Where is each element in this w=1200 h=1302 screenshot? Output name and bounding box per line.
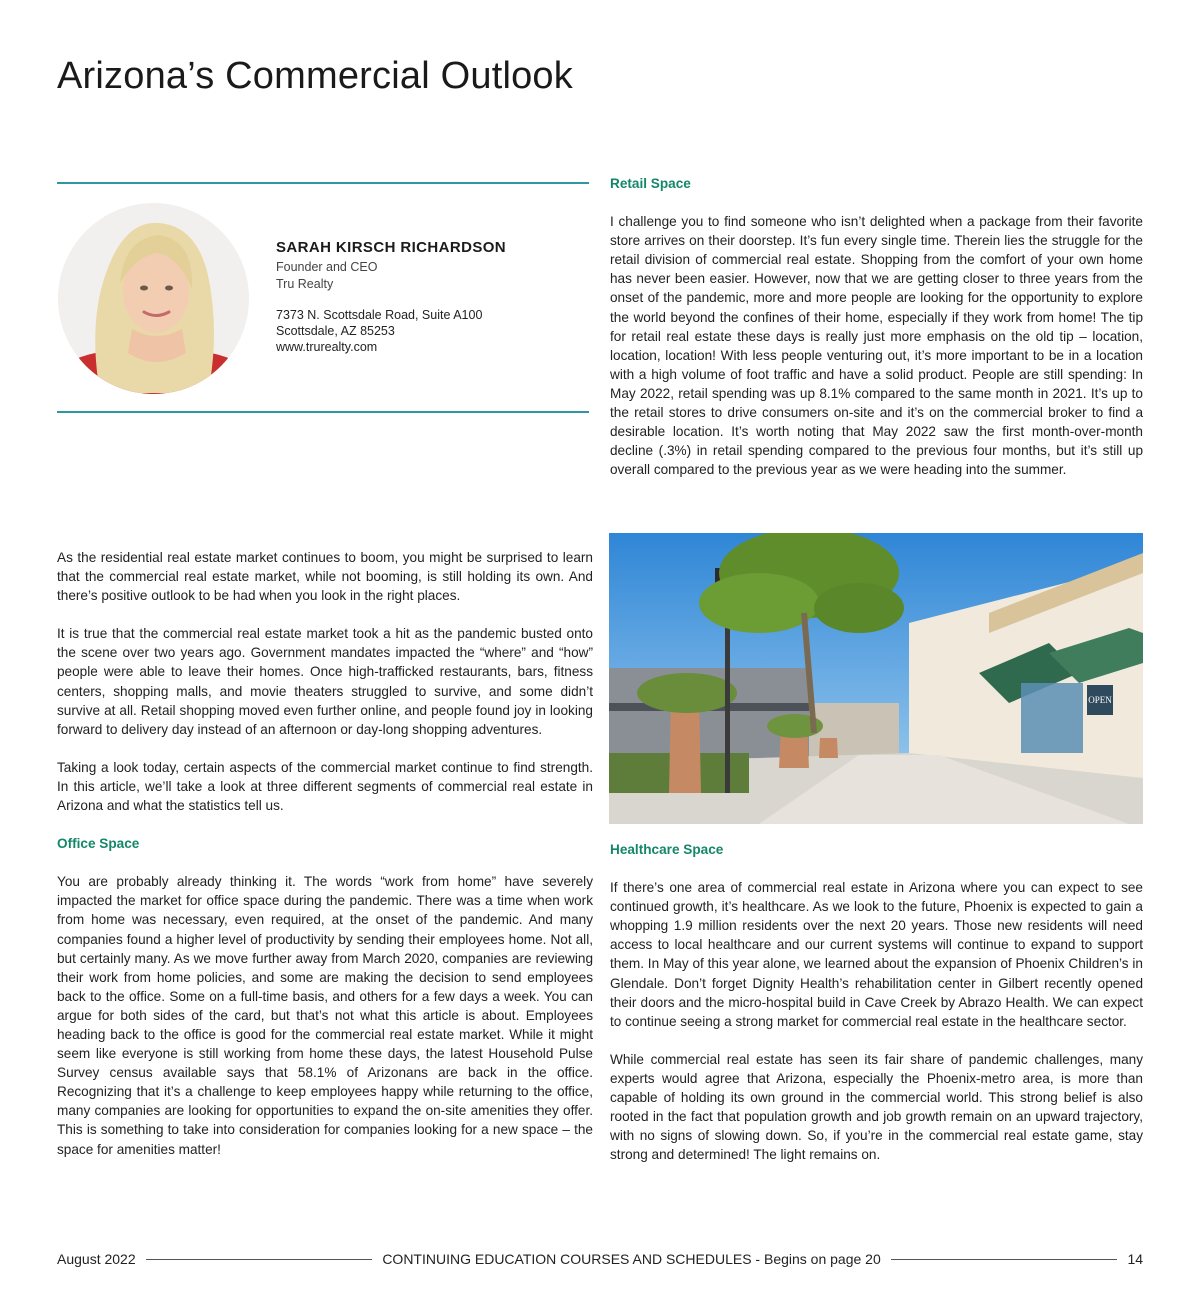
- footer-ce-notice: CONTINUING EDUCATION COURSES AND SCHEDULES - Begins on page 20: [382, 1251, 881, 1267]
- right-column-bottom: [610, 840, 1143, 1183]
- author-name: SARAH KIRSCH RICHARDSON: [276, 239, 507, 256]
- intro-paragraph-3: Taking a look today, certain aspects of the commercial market continue to find strength. In this article, we’ll take a look at three different segments of commercial real estate in Arizona and what the statistics tell us.: [57, 759, 593, 814]
- office-space-heading: Office Space: [57, 836, 140, 852]
- footer-date: August 2022: [57, 1251, 136, 1267]
- footer-divider-left: [146, 1259, 373, 1260]
- page-number: 14: [1127, 1251, 1144, 1267]
- author-company: Tru Realty: [276, 277, 334, 291]
- retail-space-heading: Retail Space: [610, 176, 691, 191]
- author-address-line1: 7373 N. Scottsdale Road, Suite A100: [276, 308, 483, 322]
- right-column-top: [610, 174, 1143, 498]
- author-photo: [58, 203, 249, 394]
- shopping-street-photo: [609, 533, 1143, 824]
- page-footer: [57, 1248, 1143, 1270]
- footer-divider-right: [891, 1259, 1118, 1260]
- author-bottom-rule: [57, 411, 589, 413]
- author-website[interactable]: www.trurealty.com: [276, 340, 378, 354]
- page-title: Arizona’s Commercial Outlook: [57, 55, 573, 97]
- healthcare-space-heading: Healthcare Space: [610, 842, 724, 857]
- retail-space-text: I challenge you to find someone who isn’t delighted when a package from their favorite store arrives on their doorstep. It’s fun every single time. Therein lies the struggle for the retail division of commercial real estate. Shopping from the comfort of your own home has never been easier. However, now that we are getting closer to three years from the onset of the pandemic, more and more people are looking for the opportunity to explore the world beyond the confines of their home, especially if they work from home! The tip for retail real estate these days is really just more emphasis on the old tip – location, location, location! With less people venturing out, it’s more important to be in a location with a high volume of foot traffic and have a solid product. People are still spending: In May 2022, retail spending was up 8.1% compared to the same month in 2021. It’s up to the retail stores to drive consumers on-site and it’s on the commercial broker to find a desirable location. It’s worth noting that May 2022 saw the first month-over-month decline (.3%) in retail spending compared to the previous four months, but it’s still up overall compared to the previous year as we were heading into the summer.: [610, 214, 1143, 478]
- healthcare-space-text: If there’s one area of commercial real estate in Arizona where you can expect to see continued growth, it’s healthcare. As we look to the future, Phoenix is expected to gain a whopping 1.9 million residents over the next 20 years. Those new residents will need access to local healthcare and our current systems will continue to expand to support them. In May of this year alone, we learned about the expansion of Phoenix Children’s in Glendale. Don’t forget Dignity Health’s rehabilitation center in Gilbert recently opened their doors and the micro-hospital build in Cave Creek by Abrazo Health. We can expect to continue seeing a strong market for commercial real estate in the healthcare sector.: [610, 880, 1143, 1029]
- author-info: [276, 239, 576, 355]
- svg-text:OPEN: OPEN: [1088, 695, 1112, 705]
- intro-paragraph-2: It is true that the commercial real estate market took a hit as the pandemic busted onto the scene over two years ago. Government mandates impacted the “where” and “how” people were able to leave their homes. Once high-trafficked restaurants, bars, fitness centers, shopping malls, and movie theaters struggled to survive, and some didn’t survive at all. Retail shopping moved even further online, and people found joy in looking forward to delivery day instead of an afternoon or day-long shopping adventures.: [57, 626, 593, 737]
- author-top-rule: [57, 182, 589, 184]
- intro-paragraph-1: As the residential real estate market continues to boom, you might be surprised to learn that the commercial real estate market, while not booming, is still holding its own. And there’s positive outlook to be had when you look in the right places.: [57, 550, 593, 604]
- author-address-line2: Scottsdale, AZ 85253: [276, 324, 395, 338]
- left-column: [57, 548, 593, 1178]
- office-space-text: You are probably already thinking it. The words “work from home” have severely impacted the market for office space during the pandemic. There was a time when work from home was necessary, even required, at the onset of the pandemic. And many companies found a higher level of productivity by sending their employees home. Not all, but certainly many. As we move further away from March 2020, companies are reviewing their work from home policies, and some are making the decision to send employees back to the office. Some on a full-time basis, and others for a few days a week. You can argue for both sides of the card, but that’s not what this article is about. Employees heading back to the office is good for the commercial real estate market. While it might seem like everyone is still working from home these days, the latest Household Pulse Survey census available says that 58.1% of Arizonans are back in the office. Recognizing that it’s a challenge to keep employees happy while returning to the office, many companies are looking for opportunities to expand the on-site amenities they offer. This is something to take into consideration for companies looking for a new space – the space for amenities matter!: [57, 874, 593, 1157]
- conclusion-text: While commercial real estate has seen its fair share of pandemic challenges, many experts would agree that Arizona, especially the Phoenix-metro area, is more than capable of holding its own ground in the commercial world. This strong belief is also rooted in the fact that population growth and job growth remain on an upward trajectory, with no signs of slowing down. So, if you’re in the commercial real estate game, stay strong and determined! The light remains on.: [610, 1051, 1143, 1163]
- author-role: Founder and CEO: [276, 260, 378, 274]
